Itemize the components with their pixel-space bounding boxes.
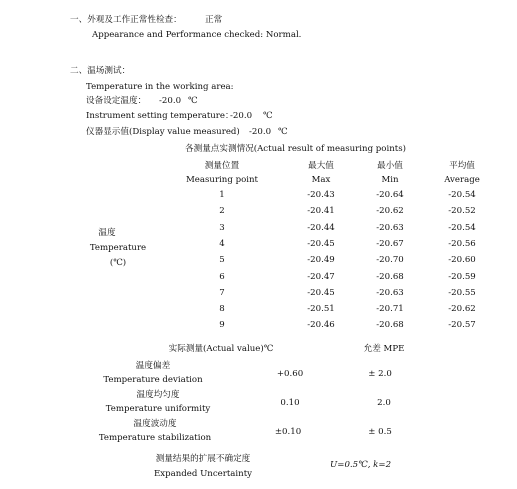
avg-cell: -20.62	[448, 304, 476, 315]
stabilization-mpe: ± 0.5	[368, 427, 392, 437]
header-avg-cn: 平均值	[449, 161, 475, 171]
max-cell: -20.43	[307, 190, 335, 200]
min-cell: -20.67	[376, 238, 404, 249]
min-cell: -20.64	[376, 190, 404, 200]
uniformity-value: 0.10	[280, 398, 300, 408]
max-cell: -20.51	[307, 304, 335, 315]
min-cell: -20.63	[376, 222, 404, 233]
results-title: 各测量点实测情况(Actual result of measuring points)	[185, 144, 406, 154]
avg-cell: -20.57	[448, 320, 476, 331]
summary-mpe-header: 允差 MPE	[363, 344, 405, 354]
display-value-label: 仪器显示值(Display value measured)	[86, 127, 240, 137]
header-min-cn: 最小值	[377, 161, 403, 171]
temp-working-area-label: Temperature in the working area:	[86, 82, 234, 92]
uniformity-mpe: 2.0	[377, 398, 391, 408]
header-point-cn: 测量位置	[204, 161, 240, 171]
deviation-mpe: ± 2.0	[368, 369, 392, 379]
section1-status: 正常	[205, 15, 223, 25]
row-label-en: Temperature	[89, 243, 147, 253]
max-cell: -20.41	[307, 206, 335, 217]
avg-cell: -20.54	[448, 190, 476, 200]
min-cell: -20.68	[376, 271, 404, 282]
point-cell: 7	[219, 287, 225, 298]
max-cell: -20.45	[307, 238, 335, 249]
max-cell: -20.46	[307, 320, 335, 331]
header-avg-en: Average	[444, 175, 480, 185]
uncertainty-label-cn: 测量结果的扩展不确定度	[155, 454, 251, 464]
summary-actual-header: 实际测量(Actual value)℃	[168, 344, 274, 354]
header-min-en: Min	[381, 175, 399, 185]
deviation-label-en: Temperature deviation	[103, 375, 203, 385]
deviation-value: +0.60	[276, 369, 304, 379]
uniformity-label-en: Temperature uniformity	[105, 404, 211, 414]
stabilization-label-en: Temperature stabilization	[98, 433, 212, 443]
max-cell: -20.45	[307, 287, 335, 298]
point-cell: 3	[219, 222, 225, 233]
max-cell: -20.47	[307, 271, 335, 282]
max-cell: -20.44	[307, 222, 335, 233]
instrument-setting-unit: ℃	[263, 111, 273, 121]
uncertainty-value: U=0.5℃, k=2	[330, 460, 392, 470]
avg-cell: -20.52	[448, 206, 476, 217]
min-cell: -20.62	[376, 206, 404, 217]
setting-temp-label: 设备设定温度：	[86, 96, 147, 106]
avg-cell: -20.55	[448, 287, 476, 298]
setting-temp-unit: ℃	[188, 96, 198, 106]
section1-heading: 一、外观及工作正常性检查：	[70, 15, 182, 25]
section1-english: Appearance and Performance checked: Normal.	[92, 30, 302, 40]
section2-heading: 二、温场测试：	[70, 66, 131, 76]
avg-cell: -20.56	[448, 238, 476, 249]
min-cell: -20.63	[376, 287, 404, 298]
point-cell: 8	[219, 304, 225, 315]
min-cell: -20.70	[376, 255, 404, 266]
display-value: -20.0	[249, 127, 272, 137]
min-cell: -20.71	[376, 304, 404, 315]
max-cell: -20.49	[307, 255, 335, 266]
point-cell: 4	[219, 238, 225, 249]
point-cell: 5	[219, 255, 225, 266]
min-cell: -20.68	[376, 320, 404, 331]
header-max-en: Max	[311, 175, 331, 185]
stabilization-label-cn: 温度波动度	[133, 419, 177, 429]
instrument-setting-value: -20.0	[230, 111, 253, 121]
setting-temp-value: -20.0	[159, 96, 182, 106]
point-cell: 1	[219, 190, 225, 200]
header-max-cn: 最大值	[308, 161, 334, 171]
point-cell: 6	[219, 271, 225, 282]
row-label-cn: 温度	[98, 228, 116, 238]
instrument-setting-label: Instrument setting temperature：	[86, 111, 234, 121]
header-point-en: Measuring point	[186, 175, 258, 185]
uniformity-label-cn: 温度均匀度	[136, 390, 180, 400]
display-value-unit: ℃	[278, 127, 288, 137]
stabilization-value: ±0.10	[274, 427, 302, 437]
avg-cell: -20.54	[448, 222, 476, 233]
point-cell: 9	[219, 320, 225, 331]
deviation-label-cn: 温度偏差	[135, 361, 171, 371]
avg-cell: -20.59	[448, 271, 476, 282]
avg-cell: -20.60	[448, 255, 476, 266]
row-label-unit: (℃)	[109, 258, 127, 268]
uncertainty-label-en: Expanded Uncertainty	[153, 469, 253, 479]
point-cell: 2	[219, 206, 225, 217]
